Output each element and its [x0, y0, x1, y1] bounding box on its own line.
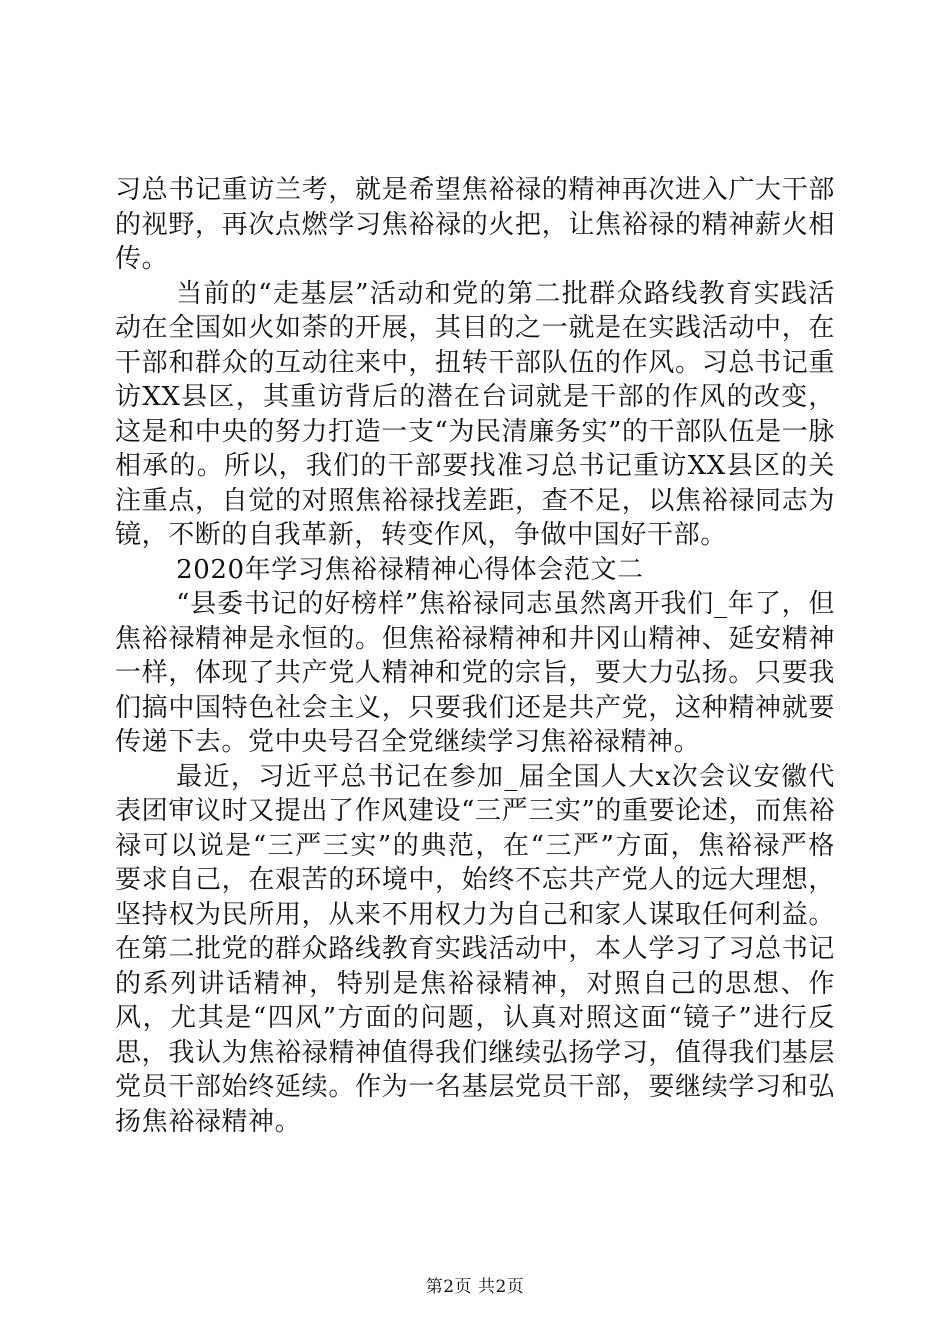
document-body	[115, 173, 835, 1139]
paragraph-sanyan-sanshi: 最近，习近平总书记在参加_届全国人大x次会议安徽代表团审议时又提出了作风建设“三严三实”的重要论述，而焦裕禄可以说是“三严三实”的典范，在“三严”方面，焦裕禄严格要求自己，在艰苦的环境中，始终不忘共产党人的远大理想，坚持权为民所用，从来不用权力为自己和家人谋取任何利益。在第二批党的群众路线教育实践活动中，本人学习了习总书记的系列讲话精神，特别是焦裕禄精神，对照自己的思想、作风，尤其是“四风”方面的问题，认真对照这面“镜子”进行反思，我认为焦裕禄精神值得我们继续弘扬学习，值得我们基层党员干部始终延续。作为一名基层党员干部，要继续学习和弘扬焦裕禄精神。	[115, 761, 835, 1137]
paragraph-intro: 习总书记重访兰考，就是希望焦裕禄的精神再次进入广大干部的视野，再次点燃学习焦裕禄的火把，让焦裕禄的精神薪火相传。	[115, 175, 835, 274]
page-number-footer: 第2页 共2页	[425, 1277, 525, 1297]
paragraph-role-model: “县委书记的好榜样”焦裕禄同志虽然离开我们_年了，但焦裕禄精神是永恒的。但焦裕禄精神和井冈山精神、延安精神一样，体现了共产党人精神和党的宗旨，要大力弘扬。只要我们搞中国特色社会主义，只要我们还是共产党，这种精神就要传递下去。党中央号召全党继续学习焦裕禄精神。	[115, 589, 835, 757]
paragraph-zoujiceng: 当前的“走基层”活动和党的第二批群众路线教育实践活动在全国如火如荼的开展，其目的之一就是在实践活动中，在干部和群众的互动往来中，扭转干部队伍的作风。习总书记重访XX县区，其重访背后的潜在台词就是干部的作风的改变，这是和中央的努力打造一支“为民清廉务实”的干部队伍是一脉相承的。所以，我们的干部要找准习总书记重访XX县区的关注重点，自觉的对照焦裕禄找差距，查不足，以焦裕禄同志为镜，不断的自我革新，转变作风，争做中国好干部。	[115, 278, 835, 550]
section-heading: 2020年学习焦裕禄精神心得体会范文二	[176, 554, 644, 585]
